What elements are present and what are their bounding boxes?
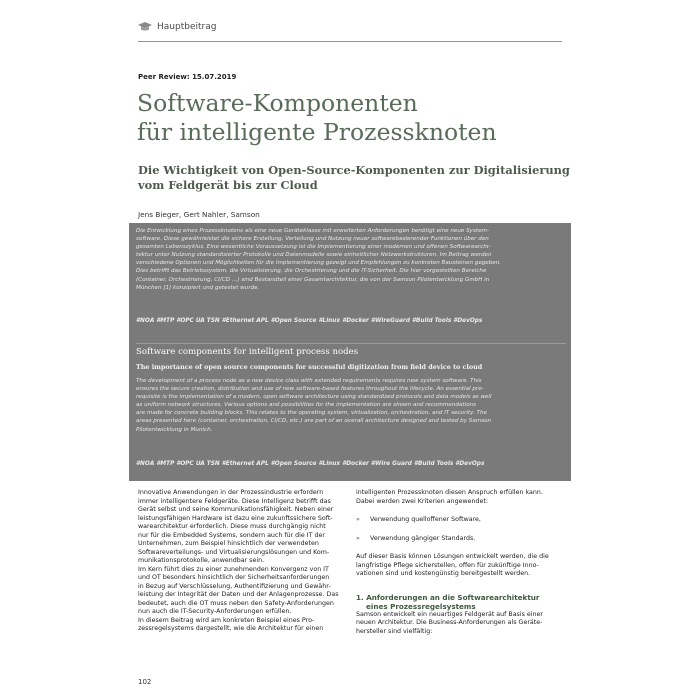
body-line: Softwareverteilungs- und Virtualisierungslösungen und Kom- — [138, 548, 330, 556]
abstract-german — [136, 227, 566, 292]
page-number: 102 — [138, 678, 152, 686]
abstract-line: Pilotentwicklung in Munich. — [136, 426, 213, 433]
body-column-left — [138, 489, 351, 634]
body-line: neuen Architektur. Die Business-Anforderungen als Geräte- — [356, 619, 543, 626]
body-line: intelligenten Prozessknoten diesen Anspruch erfüllen kann. — [356, 489, 543, 496]
list-item — [356, 535, 569, 544]
body-column-right — [356, 489, 569, 636]
section-heading — [356, 593, 569, 611]
abstract-line: software. Diese gewährleistet die sichere Erstellung, Verteilung und Nutzung neuer softwarebasierender Funktionen über den — [136, 236, 489, 243]
abstract-line: (Container, Orchestrierung, CI/CD …) sind Bestandteil einer Gesamtarchitektur, die von der Samson Pilotentwicklung GmbH in — [136, 276, 490, 283]
body-line: nur für die Embedded Systems, sondern auch für die IT der — [138, 531, 325, 539]
graduation-cap-icon — [138, 22, 152, 32]
body-line: zessregelsystems dargestellt, wie die Architektur für einen — [138, 625, 324, 632]
body-line: warearchitektur erforderlich. Diese muss durchgängig nicht — [138, 523, 326, 530]
section-label: Hauptbeitrag — [157, 22, 217, 32]
body-line: Innovative Anwendungen in der Prozessindustrie erfordern — [138, 489, 324, 496]
abstract-line: are made for concrete building blocks. This relates to the operating system, virtualization, orchestration, and IT security. The — [136, 410, 487, 417]
abstract-line: Die Entwicklung eines Prozessknotens als eine neue Geräteklasse mit erweiterten Anforderungen benötigt eine neue System- — [136, 228, 489, 234]
authors: Jens Bieger, Gert Nahler, Samson — [138, 210, 260, 219]
heading-line: eines Prozessregelsystems — [366, 601, 476, 611]
title-line: für intelligente Prozessknoten — [137, 118, 497, 146]
body-line: Gerät selbst und seine Kommunikationsfähigkeit. Neben einer — [138, 506, 334, 513]
header-rule — [138, 41, 562, 42]
list-item-text: Verwendung gängiger Standards. — [370, 534, 476, 542]
abstract-line: requisite is the implementation of a modern, open software architecture using standardized protocols and data models as well — [136, 394, 492, 401]
body-line: und OT besonders hinsichtlich der Sicherheitsanforderungen — [138, 574, 330, 581]
body-line: leistung der Integrität der Daten und der Anlagenprozesse. Das — [138, 591, 339, 598]
abstract-line: areas presented here (container, orchestration, CI/CD, etc.) are part of an overall architecture designed and tested by Samson — [136, 418, 492, 425]
list-item-text: Verwendung quelloffener Software, — [370, 516, 481, 523]
body-line: in Bezug auf Verschlüsselung, Authentifizierung und Gewähr- — [138, 582, 331, 590]
keywords-english: #NOA #MTP #OPC UA TSN #Ethernet APL #Open Source #Linux #Docker #Wire Guard #Build Tools #DevOps — [136, 461, 485, 467]
abstract-line: The development of a process node as a new device class with extended requirements requires new system software. This — [136, 378, 482, 384]
section-header — [138, 18, 562, 42]
abstract-line: ensures the secure creation, distribution and use of new software-based features throughout the lifecycle. An essential pre- — [136, 386, 484, 393]
heading-line: 1. Anforderungen an die Softwarearchitektur — [356, 592, 540, 602]
body-line: Im Kern führt dies zu einer zunehmenden Konvergenz von IT — [138, 565, 329, 573]
body-line: bedeutet, auch die OT muss neben den Safety-Anforderungen — [138, 599, 334, 607]
english-heading: Software components for intelligent process nodes — [136, 347, 359, 357]
body-line: hersteller sind vielfältig: — [356, 627, 433, 635]
abstract-english — [136, 377, 566, 434]
abstract-line: as uniform network structures. Various options and possibilities for the implementation are shown and recommendations — [136, 402, 476, 409]
abstract-box — [129, 223, 571, 481]
abstract-line: tektur unter Nutzung standardisierter Protokolle und Datenmodelle sowie einheitlicher Netzwerkstrukturen. Im Beitrag werden — [136, 252, 492, 259]
bullet-mark: » — [356, 516, 360, 523]
body-line: Unternehmen, zum Beispiel hinsichtlich der verwendeten — [138, 540, 319, 547]
english-subheading: The importance of open source components for successful digitization from field device to cloud — [136, 363, 483, 371]
article-title — [137, 89, 577, 147]
spacer — [356, 579, 569, 593]
title-line: Software-Komponenten — [137, 89, 418, 117]
body-line: langfristige Pflege sicherstellen, offen für zukünftige Inno- — [356, 561, 539, 569]
abstract-line: verschiedene Optionen und Möglichkeiten für die Implementierung gezeigt und Empfehlungen zu konkreten Bausteinen gegeben. — [136, 260, 502, 267]
body-line: Samson entwickelt ein neuartiges Feldgerät auf Basis einer — [356, 610, 543, 618]
bullet-mark: » — [356, 534, 360, 542]
body-line: In diesem Beitrag wird am konkreten Beispiel eines Pro- — [138, 616, 315, 624]
body-line: Dabei werden zwei Kriterien angewendet: — [356, 497, 488, 505]
peer-review-date: Peer Review: 15.07.2019 — [138, 73, 237, 81]
abstract-line: gesamten Lebenszyklus. Eine wesentliche Voraussetzung ist die Implementierung einer modernen und offenen Softwarearchi- — [136, 244, 491, 251]
body-line: leistungsfähigen Hardware ist dazu eine zukunftssichere Soft- — [138, 514, 333, 522]
body-line: Auf dieser Basis können Lösungen entwickelt werden, die die — [356, 553, 549, 560]
abstract-line: München [1] konzipiert und getestet wurde. — [136, 284, 260, 291]
keywords-german: #NOA #MTP #OPC UA TSN #Ethernet APL #Open Source #Linux #Docker #WireGuard #Build Tools #DevOps — [136, 318, 483, 324]
list-item — [356, 516, 569, 525]
abstract-line: Dies betrifft das Betriebssystem, die Virtualisierung, die Orchestrierung und die IT-Sicherheit. Die hier vorgestellten Bereiche — [136, 268, 487, 275]
body-line: vationen sind und kostengünstig bereitgestellt werden. — [356, 570, 531, 577]
subtitle-line: vom Feldgerät bis zur Cloud — [138, 178, 318, 192]
body-line: munikationsprotokolle, anwendbar sein. — [138, 557, 265, 564]
body-line: immer intelligentere Feldgeräte. Diese Intelligenz betrifft das — [138, 497, 331, 505]
article-subtitle — [138, 163, 578, 193]
body-line: nun auch die IT-Security-Anforderungen erfüllen. — [138, 608, 292, 615]
subtitle-line: Die Wichtigkeit von Open-Source-Komponenten zur Digitalisierung — [138, 163, 570, 177]
abstract-divider — [136, 343, 566, 344]
